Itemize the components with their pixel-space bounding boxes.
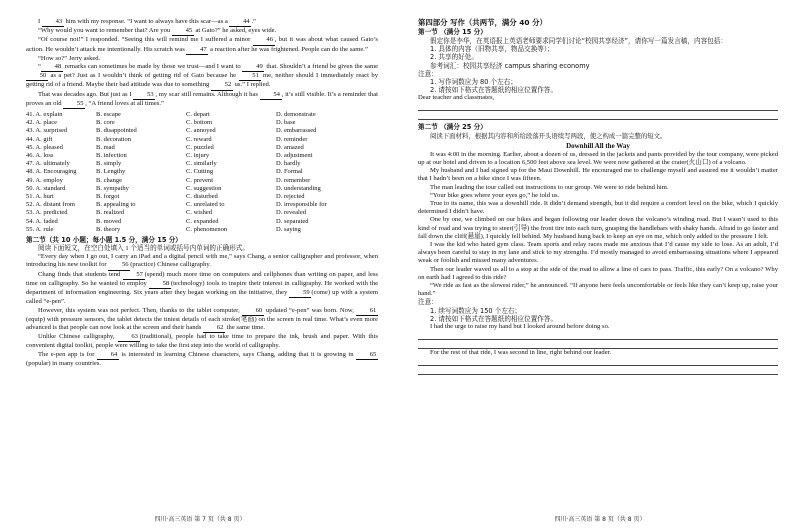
- prompt-line: 2. 共享的好处。: [430, 53, 478, 62]
- option-cell: 42. A. place: [26, 119, 58, 127]
- blank-number: 50: [26, 72, 48, 81]
- note-line: 2. 请按如下格式在答题纸的相应位置作答。: [430, 314, 558, 323]
- story-paragraph: I was the kid who hated gym class. Team sports and relay races made me anxious that I’d cause my side to lose. As an adult, I’d always been careful to stay in my lane and stick to my strengths. I’d mostly managed to avoid embarrassing situations where I appeared weak or foolish and missed many adventures.: [418, 241, 778, 265]
- story-paragraph: True to its name, this was a downhill ride. It didn’t demand strength, but it did require a comfort level on the bike, which I quickly determined I didn’t have.: [418, 200, 778, 216]
- answer-line: [418, 357, 778, 365]
- option-cell: B. forgot: [96, 193, 120, 201]
- passage-text: , “A friend loves at all times.”: [85, 99, 164, 107]
- option-cell: D. hardly: [276, 160, 301, 168]
- passage-text: “Why would you want to remember that? Are you: [38, 27, 172, 35]
- prompt-line: 注意：: [418, 69, 438, 78]
- option-cell: D. understanding: [276, 184, 321, 192]
- blank-number: 56: [108, 261, 130, 270]
- option-row: [26, 111, 378, 119]
- option-cell: B. mad: [96, 143, 115, 151]
- option-cell: 49. A. employ: [26, 176, 63, 184]
- passage-paragraph: [26, 27, 378, 36]
- blank-number: 52: [211, 81, 233, 90]
- option-cell: 50. A. standard: [26, 184, 66, 192]
- option-cell: 51. A. hurt: [26, 193, 54, 201]
- blank-number: 44: [229, 18, 251, 27]
- option-cell: D. remember: [276, 176, 311, 184]
- option-cell: B. Lengthy: [96, 168, 126, 176]
- option-row: [26, 127, 378, 135]
- option-row: [26, 177, 378, 185]
- blank-number: 47: [186, 46, 208, 55]
- blank-number: 55: [63, 100, 85, 109]
- story-paragraph: It was 4:00 in the morning. Earlier, about a dozen of us, dressed in the jackets and pants provided by the tour company, were picked up at our hotel and driven to a location 6,500 feet above sea level. We were now gathered at the crater(火山口) of a volcano.: [418, 150, 778, 167]
- blank-number: 65: [356, 351, 378, 360]
- answer-line: [418, 112, 778, 120]
- section2-heading: 第二节（共 10 小题；每小题 1.5 分，满分 15 分）: [26, 236, 182, 245]
- story-title: Downhill All the Way: [566, 141, 630, 150]
- option-row: [26, 136, 378, 144]
- option-cell: C. phenomenon: [186, 225, 228, 233]
- passage-text: (technology) tools to inspire their interest in calligraphy. He worked with the department of information engineering. Six years after they began working on the initiative, they: [26, 279, 378, 297]
- section2-instruction: 阅读下面短文，在空白处填入 1 个适当的单词或括号内单词的正确形式。: [38, 245, 249, 253]
- blank-number: 53: [133, 91, 155, 100]
- blank-number: 59: [289, 289, 311, 298]
- option-row: [26, 185, 378, 193]
- writing-section2-heading: 第二节 （满分 25 分）: [418, 123, 487, 132]
- page-footer-left: 四川·高三英语 第 7 页（共 8 页）: [154, 516, 246, 523]
- option-cell: B. moved: [96, 217, 122, 225]
- option-cell: C. annoyed: [186, 127, 216, 135]
- option-row: [26, 152, 378, 160]
- blank-number: 57: [123, 271, 145, 280]
- passage-paragraph: [26, 36, 378, 54]
- story-paragraph: One by one, we climbed on our bikes and began following our leader down the volcano’s winding road. But I wasn’t used to this kind of road and was trying to steer(引导) the front tire into each turn, grasping the handlebars with shaky hands. Afraid to go faster and fall down the cliff(悬崖), I quickly fell behind. My husband hung back to keep an eye on me, which only added to the pressure I felt.: [418, 216, 778, 240]
- option-cell: C. bottom: [186, 119, 213, 127]
- passage-paragraph: [26, 307, 378, 334]
- story-paragraph: My husband and I had signed up for the Maui Downhill. He encouraged me to challenge myself and assured me it wouldn’t matter that I hadn’t been on a bike since I was fifteen.: [418, 167, 778, 183]
- passage-text: That was decades ago. But just as I: [38, 90, 134, 98]
- passage-text: as a pet? Just as I wouldn’t think of getting rid of Gato because he: [48, 72, 239, 80]
- blank-number: 58: [149, 280, 171, 289]
- blank-number: 54: [260, 91, 282, 100]
- option-cell: C. disturbed: [186, 193, 218, 201]
- passage-paragraph: [26, 351, 378, 368]
- option-cell: C. expanded: [186, 217, 219, 225]
- passage-text: .”: [251, 18, 256, 25]
- option-cell: 45. A. pleased: [26, 143, 63, 151]
- option-row: [26, 193, 378, 201]
- passage-text: (come) up with a system called “e-pen”.: [26, 289, 378, 306]
- left-column: [26, 18, 378, 368]
- passage-text: I: [38, 18, 42, 25]
- option-cell: B. infection: [96, 152, 127, 160]
- salutation: Dear teacher and classmates,: [418, 94, 495, 102]
- blank-number: 64: [97, 351, 119, 360]
- option-cell: D. embarrassed: [276, 127, 317, 135]
- writing-section2-notes: [418, 298, 778, 323]
- blank-number: 43: [42, 18, 64, 27]
- option-cell: D. demonstrate: [276, 111, 316, 119]
- option-cell: 43. A. surprised: [26, 127, 68, 135]
- blank-number: 46: [253, 36, 275, 45]
- passage-text: The e-pen app is for: [38, 350, 97, 358]
- option-cell: B. disappointed: [96, 127, 137, 135]
- option-row: [26, 119, 378, 127]
- option-row: [26, 209, 378, 217]
- option-cell: B. decoration: [96, 135, 132, 143]
- cloze-passage-continued: [26, 18, 378, 109]
- continuation-opening-2: For the rest of that ride, I was second in line, right behind our leader.: [430, 349, 612, 357]
- option-cell: D. adjustment: [276, 152, 313, 160]
- right-column: [418, 18, 778, 375]
- option-cell: D. amazed: [276, 143, 304, 151]
- option-cell: B. change: [96, 176, 122, 184]
- passage-text: “Of course not!” I responded. “Seeing this will remind me I suffered a minor: [38, 36, 253, 44]
- option-cell: 48. A. Encouraging: [26, 168, 77, 176]
- option-cell: D. reminder: [276, 135, 308, 143]
- prompt-line: 1. 具体的内容（旧物共享，物品交换等）；: [430, 45, 554, 54]
- passage-text: , it’s still visible. It’s a reminder that proves an old: [26, 90, 378, 107]
- cloze-options-table: [26, 111, 378, 234]
- story-paragraph: Then our leader waved us all to a stop at the side of the road to allow a line of cars to pass. Traffic, this early? On a volcano? Why on earth had I agreed to this ride?: [418, 265, 778, 281]
- option-cell: 53. A. predicted: [26, 209, 68, 217]
- option-cell: B. sympathy: [96, 184, 129, 192]
- prompt-line: 1. 写作词数应为 80 个左右；: [430, 78, 517, 87]
- option-cell: D. saying: [276, 225, 301, 233]
- option-cell: C. similarly: [186, 160, 217, 168]
- prompt-line: 2. 请按如下格式在答题纸的相应位置作答。: [430, 86, 558, 95]
- passage-text: , my scar still remains. Although it has: [155, 90, 260, 98]
- option-cell: C. puzzled: [186, 143, 214, 151]
- passage-text: remarks can sometimes be made by those we trust—and I want to: [62, 63, 243, 71]
- passage-text: updated “e-pen” was born. Now,: [263, 306, 356, 314]
- passage-text: is interested in learning Chinese characters, says Chang, adding that it is growing in: [118, 350, 356, 358]
- option-cell: C. prevent: [186, 176, 214, 184]
- option-cell: B. theory: [96, 225, 121, 233]
- option-cell: B. realized: [96, 209, 125, 217]
- blank-number: 61: [356, 307, 378, 316]
- passage-text: us.” I replied.: [232, 81, 271, 89]
- blank-number: 60: [242, 307, 264, 316]
- passage-paragraph: [26, 91, 378, 109]
- option-row: [26, 168, 378, 176]
- option-cell: C. reward: [186, 135, 212, 143]
- writing-section1-prompt: [418, 37, 778, 94]
- passage-text: (equip) with pressure sensors, the tablet detects the tiniest details of each stroke(笔画) on the screen in real time. What’s even more advanced is that people can now look at the screen and their hands: [26, 315, 378, 331]
- passage-text: (practice) Chinese calligraphy.: [130, 261, 211, 269]
- option-cell: C. injury: [186, 152, 210, 160]
- option-cell: C. suggestion: [186, 184, 222, 192]
- blank-number: 51: [239, 72, 261, 81]
- writing-section1-heading: 第一节 （满分 15 分）: [418, 28, 487, 36]
- blank-number: 62: [203, 324, 225, 333]
- option-cell: B. escape: [96, 111, 121, 119]
- answer-line: [418, 331, 778, 339]
- option-cell: 41. A. explain: [26, 111, 63, 119]
- continuation-opening-1: I had the urge to raise my hand but I looked around before doing so.: [430, 323, 610, 331]
- option-cell: 54. A. faded: [26, 217, 58, 225]
- story-paragraph: The man leading the tour called out instructions to our group. We were to ride behind him.: [430, 183, 669, 191]
- passage-text: “How so?” Jerry asked.: [38, 54, 101, 62]
- option-cell: 46. A. loss: [26, 152, 54, 160]
- answer-line: [418, 366, 778, 374]
- blank-number: 63: [118, 333, 140, 342]
- blank-number: 48: [41, 63, 63, 72]
- passage-text: me, neither should I immediately react by getting rid of a friend. Maybe their bad attitude was due to something: [26, 72, 378, 89]
- passage-paragraph: [26, 271, 378, 307]
- option-cell: B. simply: [96, 160, 122, 168]
- option-row: [26, 144, 378, 152]
- part4-heading: 第四部分 写作（共两节，满分 40 分）: [418, 18, 547, 27]
- prompt-line: 假定你是李华，在英语报上英语老师要求同学们讨论“校园共享经济”，请你写一篇发言稿，内容包括：: [430, 37, 727, 45]
- option-cell: D. rejected: [276, 193, 305, 201]
- answer-line: [418, 103, 778, 111]
- option-cell: 52. A. distant from: [26, 201, 75, 209]
- passage-text: Unlike Chinese calligraphy,: [38, 333, 118, 341]
- blank-number: 45: [172, 27, 194, 36]
- passage-text: at Gato?” he asked, eyes wide.: [193, 27, 277, 35]
- passage-paragraph: [26, 253, 378, 270]
- option-cell: D. base: [276, 119, 296, 127]
- story-paragraph: “We ride as fast as the slowest rider,” he announced. “If anyone here feels uncomfortable or feels like they can’t keep up, raise your hand.”: [418, 282, 778, 298]
- passage-text: “Every day when I go out, I carry an iPad and a digital pencil with me,” says Chang, a senior calligrapher and professor, when introducing his new toolkit for: [26, 253, 378, 269]
- passage-text: Chang finds that students tend: [38, 270, 123, 278]
- passage-text: “: [38, 63, 41, 71]
- option-cell: D. irresponsible for: [276, 201, 327, 209]
- option-cell: C. unrelated to: [186, 201, 225, 209]
- option-cell: D. Formal: [276, 168, 303, 176]
- passage-text: (traditional), people had to take time to prepare the ink, brush and paper. With this convenient digital toolkit, people were willing to take the first step into the world of calligraphy.: [26, 333, 378, 350]
- option-cell: B. core: [96, 119, 115, 127]
- story-passage: [418, 151, 778, 299]
- page-right: [400, 0, 800, 531]
- passage-text: the same time.: [225, 323, 265, 331]
- option-cell: 47. A. ultimately: [26, 160, 70, 168]
- answer-line: [418, 340, 778, 348]
- grammar-fill-passage: [26, 253, 378, 368]
- passage-text: , but it was about what caused Gato’s action. He wouldn’t attack me intentionally. His scratch was: [26, 36, 379, 53]
- option-cell: B. appealing to: [96, 201, 136, 209]
- writing-section2-instruction: 阅读下面材料，根据其内容和所给段落开头语续写两段，使之构成一篇完整的短文。: [430, 132, 667, 141]
- option-row: [26, 201, 378, 209]
- note-line: 1. 续写词数应为 150 个左右；: [430, 306, 522, 315]
- story-paragraph: “Your bike goes where your eyes go,” he told us.: [430, 191, 560, 199]
- passage-text: (popular) in many countries.: [26, 359, 102, 367]
- passage-text: him with my response. “I want to always have this scar—as a: [63, 18, 230, 25]
- passage-paragraph: [26, 333, 378, 350]
- option-cell: C. wished: [186, 209, 212, 217]
- option-cell: C. depart: [186, 111, 210, 119]
- option-cell: D. revealed: [276, 209, 306, 217]
- passage-text: a reaction after he was frightened. People can do the same.”: [208, 45, 368, 53]
- page-footer-right: 四川·高三英语 第 8 页（共 8 页）: [554, 516, 646, 523]
- blank-number: 49: [242, 63, 264, 72]
- passage-text: that. Shouldn’t a friend be given the same: [264, 63, 378, 71]
- option-row: [26, 226, 378, 234]
- option-cell: D. separated: [276, 217, 309, 225]
- option-row: [26, 218, 378, 226]
- option-cell: 55. A. rule: [26, 225, 54, 233]
- passage-paragraph: [26, 18, 378, 27]
- passage-paragraph: [26, 63, 378, 91]
- passage-paragraph: [26, 55, 378, 63]
- prompt-line: 参考词汇：校园共享经济 campus sharing economy: [430, 61, 590, 70]
- passage-text: However, this system was not perfect. Then, thanks to the tablet computer,: [38, 306, 242, 314]
- option-cell: 44. A. gift: [26, 135, 53, 143]
- note-line: 注意：: [418, 298, 438, 307]
- option-cell: C. Cutting: [186, 168, 214, 176]
- passage-text: (spend) much more time on computers and cellphones than writing on paper, and less time on calligraphy. So he wanted to employ: [26, 270, 378, 287]
- option-row: [26, 160, 378, 168]
